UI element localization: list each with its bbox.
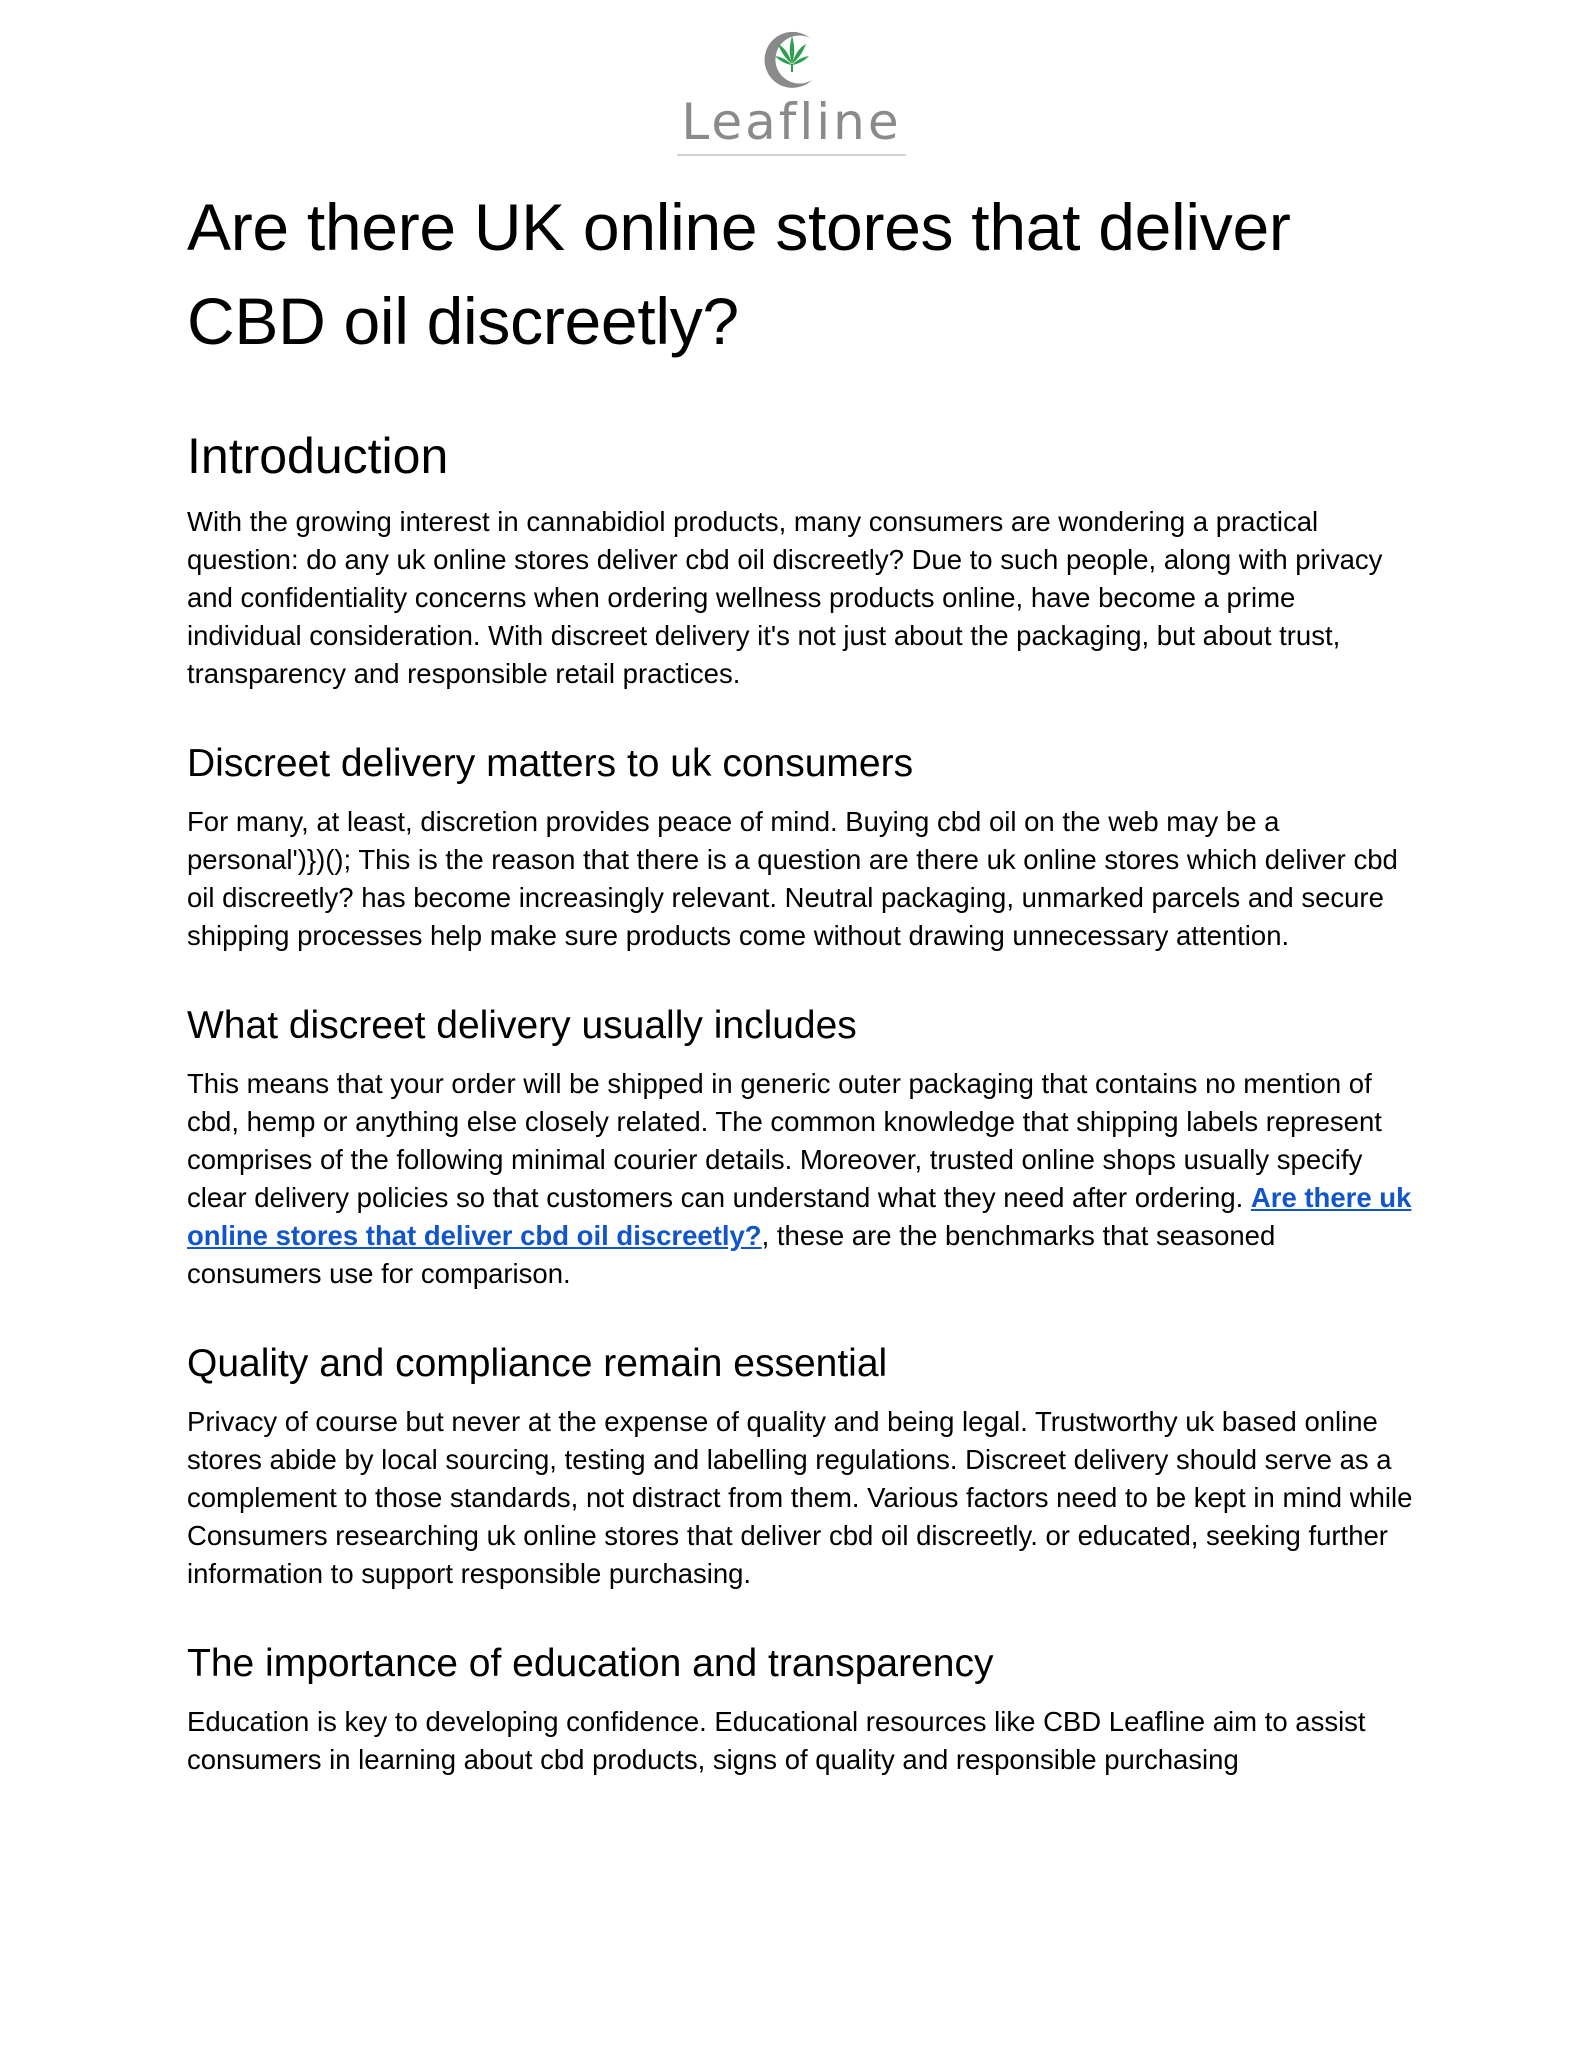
section-paragraph-education: Education is key to developing confidence. Educational resources like CBD Leafline aim to assist consumers in learning about cbd products, signs of quality and responsible purchasing xyxy=(187,1706,1366,1775)
leaf-logo-icon xyxy=(754,22,830,98)
paragraph-text: , these are the benchmarks that seasoned consumers use for comparison. xyxy=(187,1220,1276,1289)
brand-name: Leafline xyxy=(677,94,905,156)
section-heading-what-included: What discreet delivery usually includes xyxy=(187,1004,857,1047)
paragraph-text: This means that your order will be shipped in generic outer packaging that contains no mention of cbd, hemp or anything else closely related. The common knowledge that shipping labels represent comprises of the following minimal courier details. Moreover, trusted online shops usually specify clear delivery policies so that customers can understand what they need after ordering. xyxy=(187,1068,1382,1213)
section-heading-quality: Quality and compliance remain essential xyxy=(187,1342,888,1385)
section-heading-education: The importance of education and transparency xyxy=(187,1642,994,1685)
section-paragraph-quality: Privacy of course but never at the expense of quality and being legal. Trustworthy uk based online stores abide by local sourcing, testing and labelling regulations. Discreet delivery should serve as a complement to those standards, not distract from them. Various factors need to be kept in mind while Consumers researching uk online stores that deliver cbd oil discreetly. or educated, seeking further information to support responsible purchasing. xyxy=(187,1406,1413,1589)
intro-heading: Introduction xyxy=(187,428,449,484)
brand-logo xyxy=(0,22,1583,156)
article-link[interactable]: Are there uk online stores that deliver cbd oil discreetly? xyxy=(187,1182,1412,1251)
article-title: Are there UK online stores that deliver CBD oil discreetly? xyxy=(187,190,1291,358)
intro-paragraph: With the growing interest in cannabidiol products, many consumers are wondering a practical question: do any uk online stores deliver cbd oil discreetly? Due to such people, along with privacy and confidentiality concerns when ordering wellness products online, have become a prime individual consideration. With discreet delivery it's not just about the packaging, but about trust, transparency and responsible retail practices. xyxy=(187,506,1383,689)
article-body xyxy=(187,180,1417,1779)
section-paragraph-discreet-matters: For many, at least, discretion provides peace of mind. Buying cbd oil on the web may be a personal')})(); This is the reason that there is a question are there uk online stores which deliver cbd oil discreetly? has become increasingly relevant. Neutral packaging, unmarked parcels and secure shipping processes help make sure products come without drawing unnecessary attention. xyxy=(187,806,1398,951)
section-heading-discreet-matters: Discreet delivery matters to uk consumers xyxy=(187,742,914,785)
section-paragraph-what-included xyxy=(187,1065,1417,1293)
